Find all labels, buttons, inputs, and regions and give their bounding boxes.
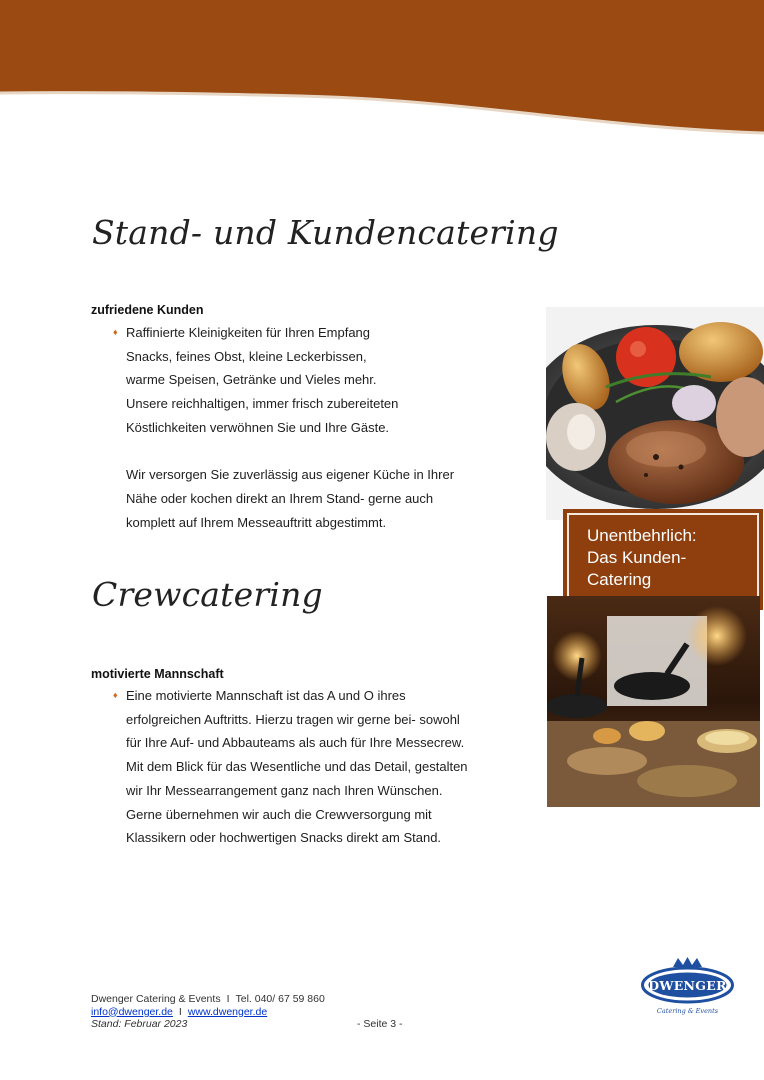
section-subheading-team: motivierte Mannschaft	[91, 667, 224, 681]
body-line	[113, 321, 454, 345]
body-line	[113, 684, 468, 708]
section-title-crew-catering: Crewcatering	[92, 575, 323, 614]
footer-links-line	[91, 1006, 325, 1019]
logo-name: DWENGER	[648, 978, 727, 993]
body-line: wir Ihr Messearrangement ganz nach Ihren Wünschen.	[126, 782, 443, 798]
bullet-diamond-icon: ♦	[113, 327, 118, 337]
callout-line: Catering	[587, 570, 652, 589]
footer-separator: I	[226, 993, 230, 1005]
food-plate-photo	[546, 307, 764, 520]
page-number: - Seite 3 -	[357, 1018, 403, 1030]
footer	[91, 993, 325, 1031]
footer-contact-line	[91, 993, 325, 1006]
section-subheading-customers: zufriedene Kunden	[91, 303, 204, 317]
body-line: Nähe oder kochen direkt an Ihrem Stand- gerne auch	[126, 490, 434, 506]
dwenger-logo	[640, 955, 735, 1020]
body-line: Köstlichkeiten verwöhnen Sie und Ihre Gäste.	[126, 419, 390, 435]
footer-email-link[interactable]: info@dwenger.de	[91, 1005, 173, 1018]
bullet-diamond-icon: ♦	[113, 690, 118, 700]
body-line: erfolgreichen Auftritts. Hierzu tragen wir gerne bei- sowohl	[126, 711, 460, 727]
callout-text	[567, 513, 759, 606]
footer-separator: I	[178, 1005, 182, 1018]
body-line	[126, 440, 454, 464]
section-title-stand-catering: Stand- und Kundencatering	[92, 213, 559, 252]
section-body-stand-catering	[113, 321, 455, 534]
body-line-text: Eine motivierte Mannschaft ist das A und O ihres	[126, 688, 406, 703]
callout-line: Unentbehrlich:	[587, 526, 697, 545]
body-line: Wir versorgen Sie zuverlässig aus eigener Küche in Ihrer	[126, 467, 455, 483]
footer-company: Dwenger Catering & Events	[91, 993, 221, 1005]
callout-box	[563, 509, 763, 610]
body-line: Gerne übernehmen wir auch die Crewversorgung mit	[126, 806, 432, 822]
section-body-crew-catering	[113, 684, 468, 850]
body-line: für Ihre Auf- und Abbauteams als auch für Ihre Messecrew.	[126, 735, 465, 751]
body-line: warme Speisen, Getränke und Vieles mehr.	[126, 372, 377, 388]
logo-tagline: Catering & Events	[656, 1007, 719, 1015]
footer-stand-date: Stand: Februar 2023	[91, 1018, 188, 1030]
body-line-text: Raffinierte Kleinigkeiten für Ihren Empfang	[126, 325, 371, 340]
body-line: Unsere reichhaltigen, immer frisch zubereiteten	[126, 396, 399, 412]
body-line: Klassikern oder hochwertigen Snacks direkt am Stand.	[126, 830, 442, 846]
footer-website-link[interactable]: www.dwenger.de	[187, 1005, 268, 1018]
kitchen-cooking-photo	[547, 596, 760, 807]
header-band	[0, 0, 764, 135]
callout-line: Das Kunden-	[587, 548, 687, 567]
footer-phone: Tel. 040/ 67 59 860	[235, 993, 325, 1005]
body-line: komplett auf Ihrem Messeauftritt abgestimmt.	[126, 514, 387, 530]
body-line: Snacks, feines Obst, kleine Leckerbissen,	[126, 348, 367, 364]
body-line: Mit dem Blick für das Wesentliche und das Detail, gestalten	[126, 759, 468, 775]
